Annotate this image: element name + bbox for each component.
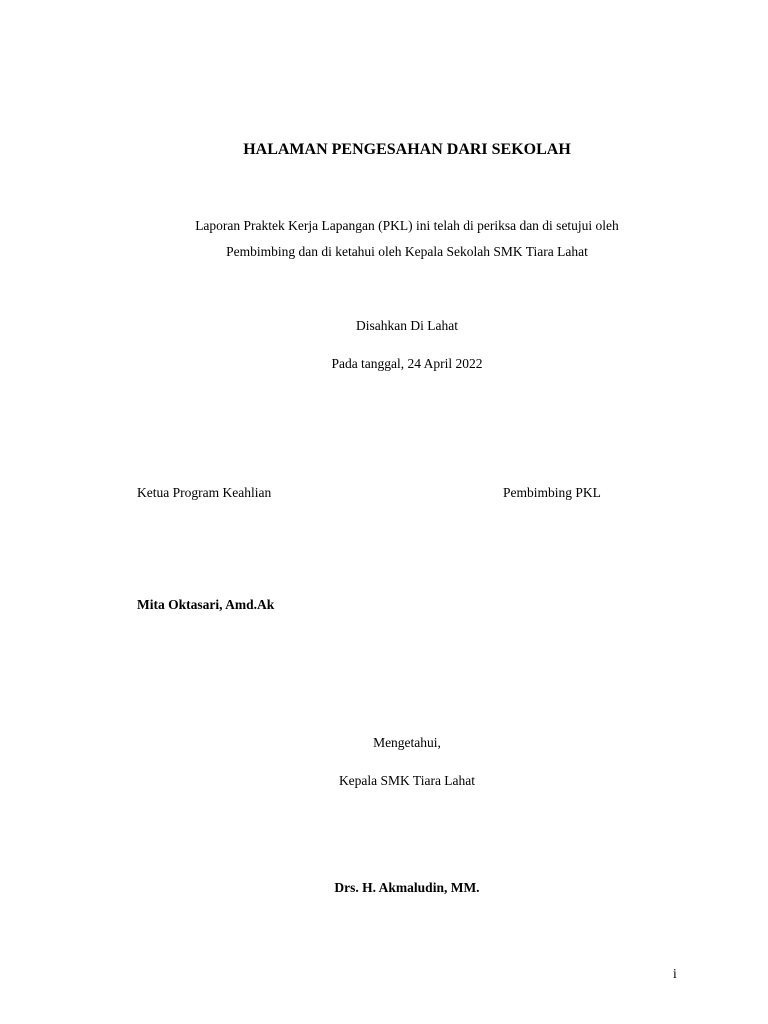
right-signatory-role: Pembimbing PKL	[503, 485, 601, 500]
principal-name: Drs. H. Akmaludin, MM.	[334, 880, 480, 895]
acknowledged-label: Mengetahui,	[373, 735, 441, 750]
left-signatory-name: Mita Oktasari, Amd.Ak	[137, 597, 275, 612]
principal-role: Kepala SMK Tiara Lahat	[338, 773, 476, 788]
left-signatory-role: Ketua Program Keahlian	[137, 485, 272, 500]
approval-date: Pada tanggal, 24 April 2022	[331, 356, 483, 371]
intro-text-line-1: Laporan Praktek Kerja Lapangan (PKL) ini telah di periksa dan di setujui oleh	[195, 218, 619, 233]
approval-place: Disahkan Di Lahat	[356, 318, 458, 333]
page-number: i	[673, 966, 677, 981]
page-title: HALAMAN PENGESAHAN DARI SEKOLAH	[243, 141, 571, 158]
intro-text-line-2: Pembimbing dan di ketahui oleh Kepala Sekolah SMK Tiara Lahat	[226, 244, 588, 259]
